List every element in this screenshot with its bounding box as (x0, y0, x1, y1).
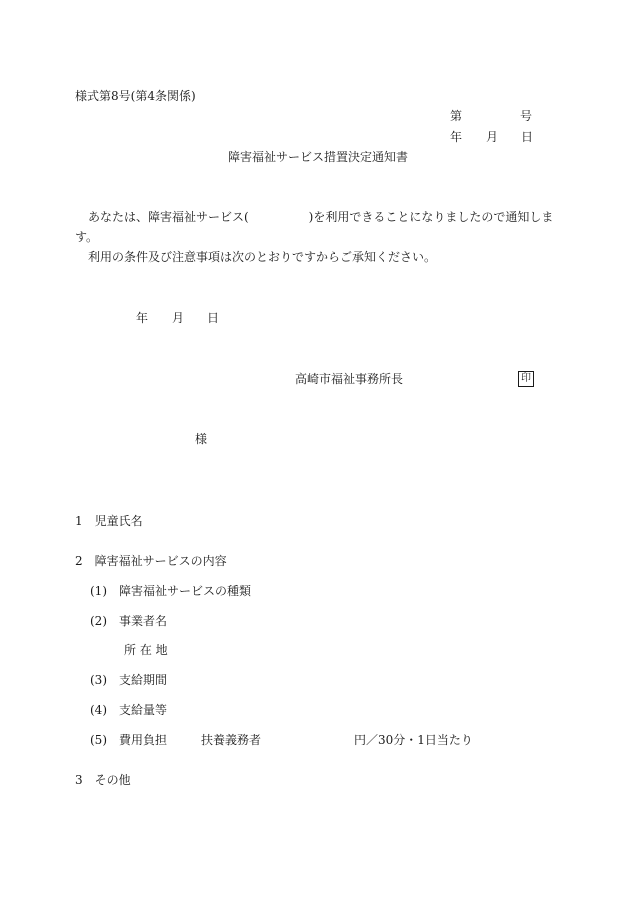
notice-date-year: 年 (136, 311, 149, 325)
issuer-title: 高崎市福祉事務所長 (295, 372, 404, 386)
item-other: 3 その他 (75, 773, 131, 787)
subitem-provider-name: (2) 事業者名 (90, 614, 167, 628)
document-title: 障害福祉サービス措置決定通知書 (228, 150, 409, 164)
item-service-content: 2 障害福祉サービスの内容 (75, 554, 227, 568)
subitem-payment-amount: (4) 支給量等 (90, 703, 167, 717)
document-number-prefix: 第 (450, 109, 463, 123)
subitem-provider-location: 所 在 地 (124, 643, 168, 657)
body-text-line1: あなたは、障害福祉サービス( )を利用できることになりましたので通知しま (88, 210, 554, 224)
header-date-year: 年 (450, 130, 463, 144)
notice-date-month: 月 (172, 311, 185, 325)
item-child-name: 1 児童氏名 (75, 514, 143, 528)
body-text-line1-continuation: す。 (75, 230, 99, 244)
subitem-cost-burden: (5) 費用負担 (90, 733, 167, 747)
subitem-payment-period: (3) 支給期間 (90, 673, 167, 687)
document-number-suffix: 号 (520, 109, 533, 123)
subitem-support-obligor: 扶養義務者 (201, 733, 262, 747)
seal-mark: 印 (518, 371, 534, 387)
addressee-suffix: 様 (195, 432, 208, 446)
form-label: 様式第8号(第4条関係) (75, 89, 196, 103)
header-date-month: 月 (486, 130, 499, 144)
body-text-line2: 利用の条件及び注意事項は次のとおりですからご承知ください。 (88, 250, 437, 264)
subitem-service-type: (1) 障害福祉サービスの種類 (90, 584, 251, 598)
subitem-cost-rate: 円／30分・1日当たり (354, 733, 473, 747)
header-date-day: 日 (521, 130, 534, 144)
notice-date-day: 日 (207, 311, 220, 325)
